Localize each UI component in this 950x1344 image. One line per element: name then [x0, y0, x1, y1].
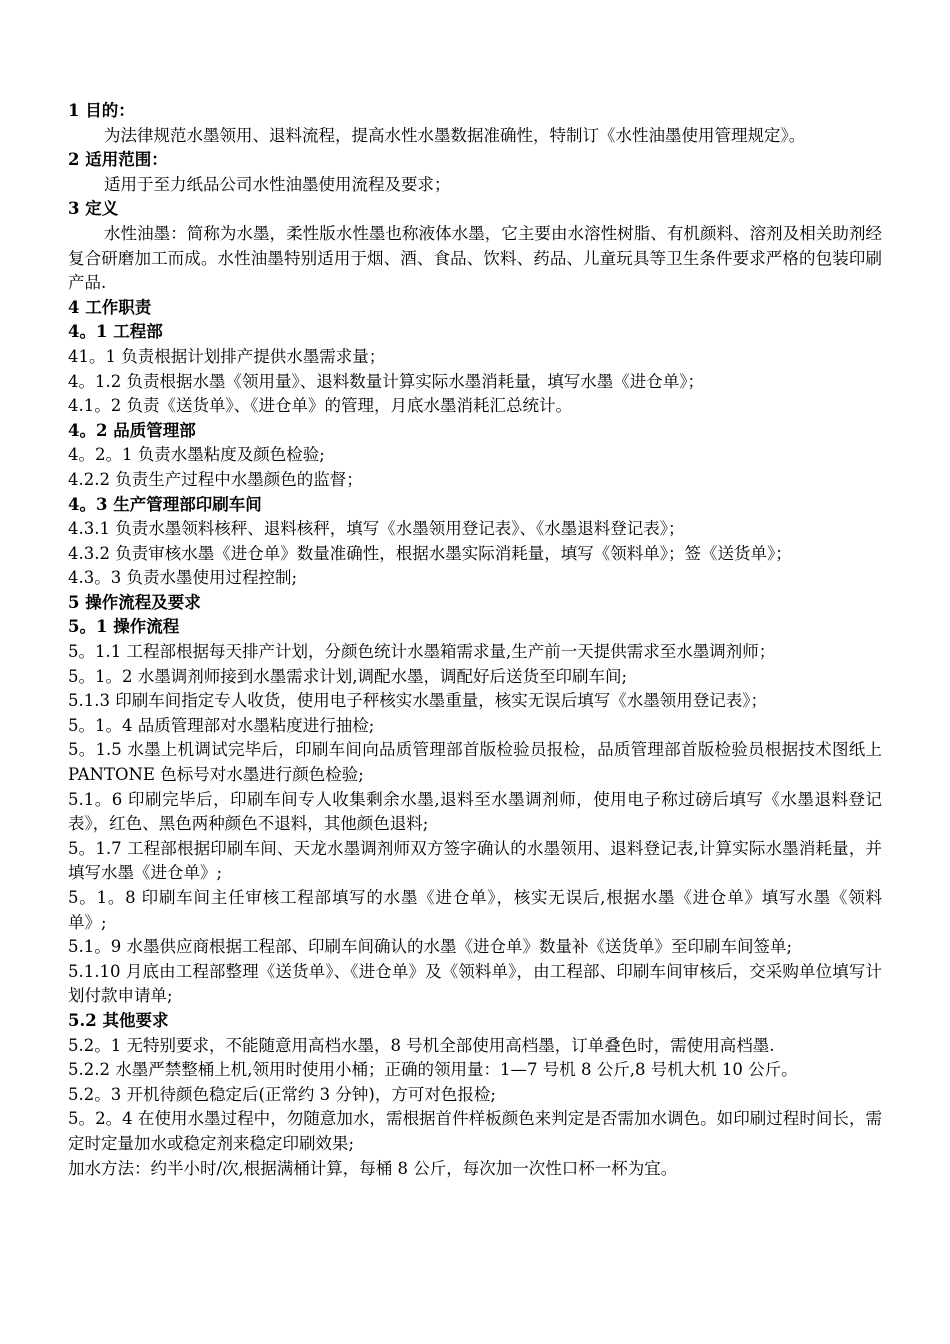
section-heading-purpose: 1 目的：: [68, 101, 135, 120]
clause-5-1-3: 5.1.3 印刷车间指定专人收货，使用电子秤核实水墨重量，核实无误后填写《水墨领用登记表》；: [68, 691, 767, 711]
clause-4-1-3: 4.1。2 负责《送货单》、《进仓单》的管理，月底水墨消耗汇总统计。: [68, 396, 572, 416]
clause-4-2-1: 4。2。1 负责水墨粘度及颜色检验;: [68, 445, 325, 465]
definition-paragraph: 水性油墨：简称为水墨，柔性版水性墨也称液体水墨，它主要由水溶性树脂、有机颜料、溶剂及相关助剂经复合研磨加工而成。水性油墨特别适用于烟、酒、食品、饮料、药品、儿童玩具等卫生条件要求严格的包装印刷产品.: [68, 223, 882, 293]
clause-4-3-2: 4.3.2 负责审核水墨《进仓单》数量准确性，根据水墨实际消耗量，填写《领料单》；签《送货单》；: [68, 543, 792, 563]
subsection-heading-engineering: 4。1 工程部: [68, 322, 163, 342]
clause-5-1-2: 5。1。2 水墨调剂师接到水墨需求计划,调配水墨，调配好后送货至印刷车间;: [68, 666, 628, 686]
purpose-paragraph: 为法律规范水墨领用、退料流程，提高水性水墨数据准确性，特制订《水性油墨使用管理规定》。: [104, 125, 806, 145]
subsection-heading-quality: 4。2 品质管理部: [68, 420, 196, 440]
clause-5-2-1: 5.2。1 无特别要求，不能随意用高档水墨，8 号机全部使用高档墨，订单叠色时，需使用高档墨.: [68, 1035, 775, 1055]
section-heading-procedure: 5 操作流程及要求: [68, 592, 201, 612]
section-heading-responsibilities: 4 工作职责: [68, 297, 152, 317]
clause-5-1-8: 5。1。8 印刷车间主任审核工程部填写的水墨《进仓单》，核实无误后,根据水墨《进仓单》填写水墨《领料单》;: [68, 888, 882, 932]
clause-5-1-7: 5。1.7 工程部根据印刷车间、天龙水墨调剂师双方签字确认的水墨领用、退料登记表,计算实际水墨消耗量，并填写水墨《进仓单》;: [68, 838, 882, 883]
clause-5-2-4: 5。2。4 在使用水墨过程中，勿随意加水，需根据首件样板颜色来判定是否需加水调色。如印刷过程时间长，需定时定量加水或稳定剂来稳定印刷效果;: [68, 1109, 882, 1153]
clause-4-3-3: 4.3。3 负责水墨使用过程控制;: [68, 568, 298, 588]
clause-5-1-9: 5.1。9 水墨供应商根据工程部、印刷车间确认的水墨《进仓单》数量补《送货单》至印刷车间签单;: [68, 937, 793, 957]
section-heading-definition: 3 定义: [68, 199, 119, 219]
clause-4-1-2: 4。1.2 负责根据水墨《领用量》、退料数量计算实际水墨消耗量，填写水墨《进仓单》；: [68, 371, 704, 391]
clause-4-2-2: 4.2.2 负责生产过程中水墨颜色的监督；: [68, 469, 363, 489]
clause-5-1-10: 5.1.10 月底由工程部整理《送货单》、《进仓单》及《领料单》，由工程部、印刷车间审核后，交采购单位填写计划付款申请单;: [68, 961, 882, 1006]
subsection-heading-workflow: 5。1 操作流程: [68, 617, 180, 637]
clause-5-2-3: 5.2。3 开机待颜色稳定后(正常约 3 分钟)，方可对色报检;: [68, 1084, 496, 1104]
clause-4-3-1: 4.3.1 负责水墨领料核秤、退料核秤，填写《水墨领用登记表》、《水墨退料登记表》；: [68, 519, 685, 539]
clause-5-1-5: 5。1.5 水墨上机调试完毕后，印刷车间向品质管理部首版检验员报检，品质管理部首版检验员根据技术图纸上 PANTONE 色标号对水墨进行颜色检验;: [68, 740, 882, 785]
clause-5-2-2: 5.2.2 水墨严禁整桶上机,领用时使用小桶；正确的领用量：1—7 号机 8 公斤,8 号机大机 10 公斤。: [68, 1060, 798, 1080]
scope-paragraph: 适用于至力纸品公司水性油墨使用流程及要求；: [104, 174, 451, 194]
subsection-heading-printing: 4。3 生产管理部印刷车间: [68, 494, 262, 514]
clause-5-1-1: 5。1.1 工程部根据每天排产计划，分颜色统计水墨箱需求量,生产前一天提供需求至水墨调剂师；: [68, 642, 776, 662]
clause-5-1-4: 5。1。4 品质管理部对水墨粘度进行抽检;: [68, 715, 375, 735]
clause-5-1-6: 5.1。6 印刷完毕后，印刷车间专人收集剩余水墨,退料至水墨调剂师，使用电子称过磅后填写《水墨退料登记表》，红色、黑色两种颜色不退料，其他颜色退料;: [68, 789, 882, 834]
subsection-heading-other: 5.2 其他要求: [68, 1010, 169, 1030]
water-addition-method: 加水方法：约半小时/次,根据满桶计算，每桶 8 公斤，每次加一次性口杯一杯为宜。: [68, 1158, 678, 1178]
clause-4-1-1: 41。1 负责根据计划排产提供水墨需求量；: [68, 346, 386, 366]
section-heading-scope: 2 适用范围：: [68, 150, 168, 170]
